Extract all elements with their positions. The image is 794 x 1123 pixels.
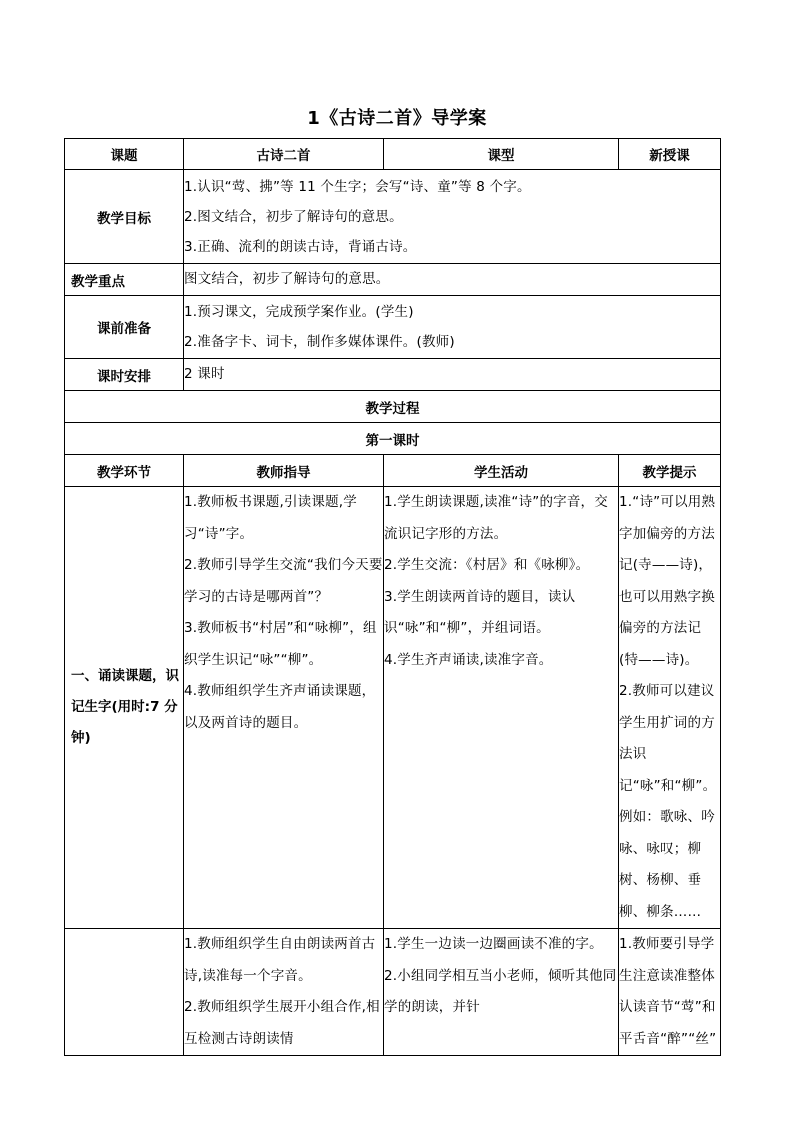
teaching-tip-cell (619, 929, 721, 1056)
prep-label: 课前准备 (65, 296, 184, 359)
column-header: 教学环节 (65, 455, 184, 487)
teacher-guidance-text: 1.教师板书课题,引读课题,学习“诗”字。 2.教师引导学生交流“我们今天要学习的古诗是哪两首”？ 3.教师板书“村居”和“咏柳”，组织学生识记“咏”“柳”。 4.教师组织学生齐声诵读课题，以及两首诗的题目。 (184, 494, 383, 731)
page-title: 1《古诗二首》导学案 (307, 108, 487, 129)
teacher-guidance-text: 1.教师组织学生自由朗读两首古诗,读准每一个字音。 2.教师组织学生展开小组合作,相互检测古诗朗读情 (184, 936, 380, 1047)
prep-row (65, 296, 721, 359)
process-row (65, 929, 721, 1056)
column-header: 学生活动 (384, 455, 619, 487)
schedule-value: 2 课时 (184, 359, 721, 391)
subject-value: 古诗二首 (184, 139, 384, 170)
goal-item: 2.图文结合，初步了解诗句的意思。 (184, 208, 403, 225)
goals-cell (184, 170, 721, 264)
goals-label: 教学目标 (65, 170, 184, 264)
column-header: 教学提示 (619, 455, 721, 487)
goal-item: 3.正确、流利的朗读古诗，背诵古诗。 (184, 238, 417, 255)
goals-row (65, 170, 721, 264)
stage-cell: 一、诵读课题，识记生字(用时:7 分钟) (65, 487, 184, 929)
student-activity-text: 1.学生朗读课题,读准“诗”的字音，交流识记字形的方法。 2.学生交流：《村居》和《咏柳》。 3.学生朗读两首诗的题目，读认识“咏”和“柳”，并组词语。 4.学生齐声诵读,读准字音。 (384, 494, 608, 668)
prep-item: 2.准备字卡、词卡，制作多媒体课件。(教师) (184, 334, 455, 350)
prep-item: 1.预习课文，完成预学案作业。(学生) (184, 304, 414, 320)
process-header-row (65, 455, 721, 487)
schedule-row (65, 359, 721, 391)
teaching-tip-cell (619, 487, 721, 929)
subject-label: 课题 (65, 139, 184, 170)
teaching-tip-text: 1.“诗”可以用熟字加偏旁的方法记(寺——诗)，也可以用熟字换偏旁的方法记(特——诗)。 2.教师可以建议学生用扩词的方法识记“咏”和“柳”。 例如：歌咏、吟咏、咏叹；柳树、杨柳、垂柳、柳条…… (619, 494, 717, 920)
type-label: 课型 (384, 139, 619, 170)
type-value: 新授课 (619, 139, 721, 170)
schedule-label: 课时安排 (65, 359, 184, 391)
key-value: 图文结合，初步了解诗句的意思。 (184, 264, 721, 296)
key-row (65, 264, 721, 296)
lesson-plan-table (64, 138, 721, 1056)
teaching-tip-text: 1.教师要引导学生注意读准整体认读音节“莺”和平舌音“醉”“丝” (619, 936, 717, 1047)
key-label: 教学重点 (65, 264, 184, 296)
goal-item: 1.认识“莺、拂”等 11 个生字；会写“诗、童”等 8 个字。 (184, 178, 531, 195)
stage-cell (65, 929, 184, 1056)
process-row (65, 487, 721, 929)
lesson-heading-row (65, 423, 721, 455)
teacher-guidance-cell (184, 929, 384, 1056)
student-activity-cell (384, 487, 619, 929)
student-activity-text: 1.学生一边读一边圈画读不准的字。 2.小组同学相互当小老师，倾听其他同学的朗读，并针 (384, 936, 617, 1015)
teacher-guidance-cell (184, 487, 384, 929)
section-title: 教学过程 (65, 391, 721, 423)
process-heading-row (65, 391, 721, 423)
student-activity-cell (384, 929, 619, 1056)
lesson-title: 第一课时 (65, 423, 721, 455)
column-header: 教师指导 (184, 455, 384, 487)
subject-row (65, 139, 721, 170)
prep-cell (184, 296, 721, 359)
